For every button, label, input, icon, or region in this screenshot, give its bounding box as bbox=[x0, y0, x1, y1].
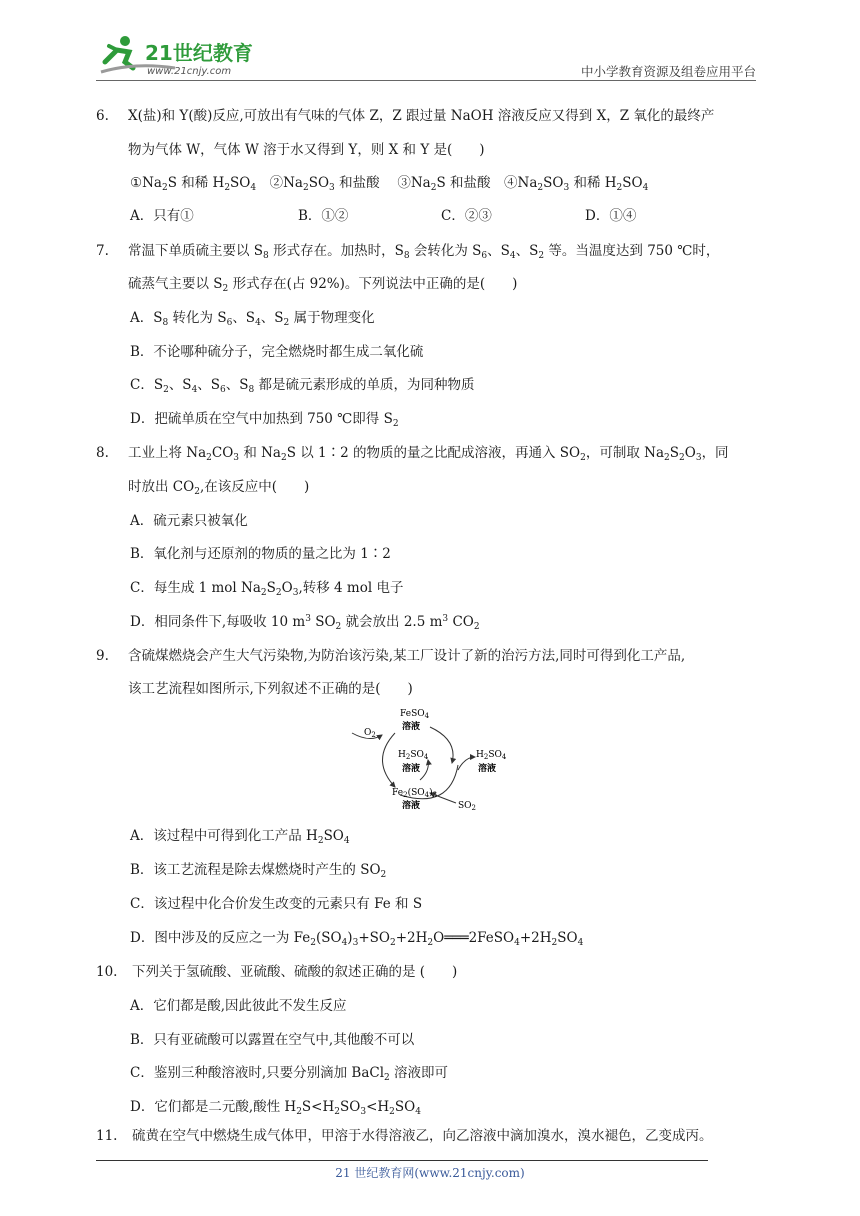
q6-option-c: C．②③ bbox=[441, 208, 492, 224]
q10-option-a: A．它们都是酸,因此彼此不发生反应 bbox=[130, 998, 347, 1014]
svg-text:H2SO4: $H_2SO_4$ bbox=[476, 750, 507, 761]
svg-text:SO2: $SO_2$ bbox=[458, 801, 477, 812]
q7-line1: 常温下单质硫主要以 $S_8$ 形式存在。加热时，$S_8$ 会转化为 $S_6$、$S_4$、$S_2$ 等。当温度达到 750 ℃时， bbox=[128, 243, 720, 261]
svg-text:溶液: 溶液 bbox=[478, 764, 497, 774]
q8-option-d: D．相同条件下,每吸收 10 $m^3$ $SO_2$ 就会放出 2.5 $m^3$ $CO_2$ bbox=[130, 614, 480, 632]
q6-option-a: A．只有① bbox=[130, 208, 194, 224]
runner-logo-icon bbox=[95, 32, 260, 80]
q7-option-a: A．$S_8$ 转化为 $S_6$、$S_4$、$S_2$ 属于物理变化 bbox=[130, 310, 375, 328]
q7-option-b: B．不论哪种硫分子，完全燃烧时都生成二氧化硫 bbox=[130, 344, 424, 360]
logo-sub-text: www.21cnjy.com bbox=[147, 66, 232, 77]
svg-text:O2: $O_2$ bbox=[364, 728, 376, 739]
loop-arrow-right bbox=[430, 727, 453, 763]
q9-option-c: C．该过程中化合价发生改变的元素只有 Fe 和 S bbox=[130, 896, 423, 912]
q10-option-b: B．只有亚硫酸可以露置在空气中,其他酸不可以 bbox=[130, 1032, 415, 1048]
header-divider bbox=[96, 80, 756, 81]
footer-text: 21 世纪教育网(www.21cnjy.com) bbox=[335, 1166, 525, 1180]
q9-line2: 该工艺流程如图所示,下列叙述不正确的是( ) bbox=[128, 681, 413, 697]
process-flow-diagram bbox=[340, 705, 520, 813]
q8-option-c: C．每生成 1 mol $Na_2S_2O_3$,转移 4 mol 电子 bbox=[130, 580, 404, 598]
inner-arrow bbox=[420, 760, 428, 780]
q9-option-d: D．图中涉及的反应之一为 $Fe_2(SO_4)_3+SO_2+2H_2O═══2FeSO_4+2H_2SO_4$ bbox=[130, 930, 584, 948]
q8-option-a: A．硫元素只被氧化 bbox=[130, 513, 248, 529]
q8-line1: 工业上将 $Na_2CO_3$ 和 $Na_2S$ 以 1∶2 的物质的量之比配成溶液，再通入 $SO_2$，可制取 $Na_2S_2O_3$，同 bbox=[128, 445, 729, 463]
q6-option-d: D．①④ bbox=[585, 208, 637, 224]
q8-option-b: B．氧化剂与还原剂的物质的量之比为 1∶2 bbox=[130, 546, 391, 562]
svg-text:FeSO4: FeSO$_4$ bbox=[400, 709, 430, 720]
svg-text:H2SO4: $H_2SO_4$ bbox=[398, 750, 429, 761]
q10-line1: 下列关于氢硫酸、亚硫酸、硫酸的叙述正确的是 ( ) bbox=[132, 964, 458, 980]
svg-text:Fe2(SO4)3: $Fe_2(SO_4)_3$ bbox=[392, 788, 438, 799]
svg-text:溶液: 溶液 bbox=[402, 764, 421, 774]
q6-line1: X(盐)和 Y(酸)反应,可放出有气味的气体 Z，Z 跟过量 NaOH 溶液反应又得到 X，Z 氧化的最终产 bbox=[128, 108, 715, 124]
q6-line2: 物为气体 W，气体 W 溶于水又得到 Y，则 X 和 Y 是( ) bbox=[128, 142, 485, 158]
q6-option-b: B．①② bbox=[298, 208, 349, 224]
output-arrow bbox=[458, 757, 475, 770]
q6-options-line: $①Na_2S$ 和稀 $H_2SO_4$ $②Na_2SO_3$ 和盐酸 $③Na_2S$ 和盐酸 $④Na_2SO_3$ 和稀 $H_2SO_4$ bbox=[130, 175, 649, 193]
q6-number: 6. bbox=[96, 108, 109, 124]
q7-option-d: D．把硫单质在空气中加热到 750 ℃即得 $S_2$ bbox=[130, 411, 399, 429]
platform-name: 中小学教育资源及组卷应用平台 bbox=[580, 64, 756, 79]
q7-option-c: C．$S_2$、$S_4$、$S_6$、$S_8$ 都是硫元素形成的单质，为同种物质 bbox=[130, 377, 475, 395]
q10-option-d: D．它们都是二元酸,酸性 $H_2S<H_2SO_3<H_2SO_4$ bbox=[130, 1099, 421, 1117]
q10-number: 10. bbox=[96, 964, 118, 980]
q7-number: 7. bbox=[96, 243, 109, 259]
q9-number: 9. bbox=[96, 648, 109, 664]
q8-number: 8. bbox=[96, 445, 109, 461]
q9-line1: 含硫煤燃烧会产生大气污染物,为防治该污染,某工厂设计了新的治污方法,同时可得到化工产品, bbox=[128, 648, 686, 664]
site-logo bbox=[95, 32, 260, 80]
logo-main-text: 21世纪教育 bbox=[145, 41, 253, 65]
q9-option-b: B．该工艺流程是除去煤燃烧时产生的 $SO_2$ bbox=[130, 862, 387, 880]
q9-option-a: A．该过程中可得到化工产品 $H_2SO_4$ bbox=[130, 828, 350, 846]
footer-divider bbox=[96, 1160, 708, 1161]
q10-option-c: C．鉴别三种酸溶液时,只要分别滴加 BaCl$_2$ 溶液即可 bbox=[130, 1065, 449, 1083]
q8-line2: 时放出 $CO_2$,在该反应中( ) bbox=[128, 479, 310, 497]
svg-text:溶液: 溶液 bbox=[402, 801, 421, 811]
svg-text:溶液: 溶液 bbox=[402, 722, 421, 732]
loop-arrow-left bbox=[383, 733, 396, 787]
q11-line1: 硫黄在空气中燃烧生成气体甲，甲溶于水得溶液乙，向乙溶液中滴加溴水，溴水褪色，乙变成丙。 bbox=[132, 1128, 713, 1144]
q7-line2: 硫蒸气主要以 $S_2$ 形式存在(占 92%)。下列说法中正确的是( ) bbox=[128, 276, 518, 294]
q11-number: 11. bbox=[96, 1128, 118, 1144]
